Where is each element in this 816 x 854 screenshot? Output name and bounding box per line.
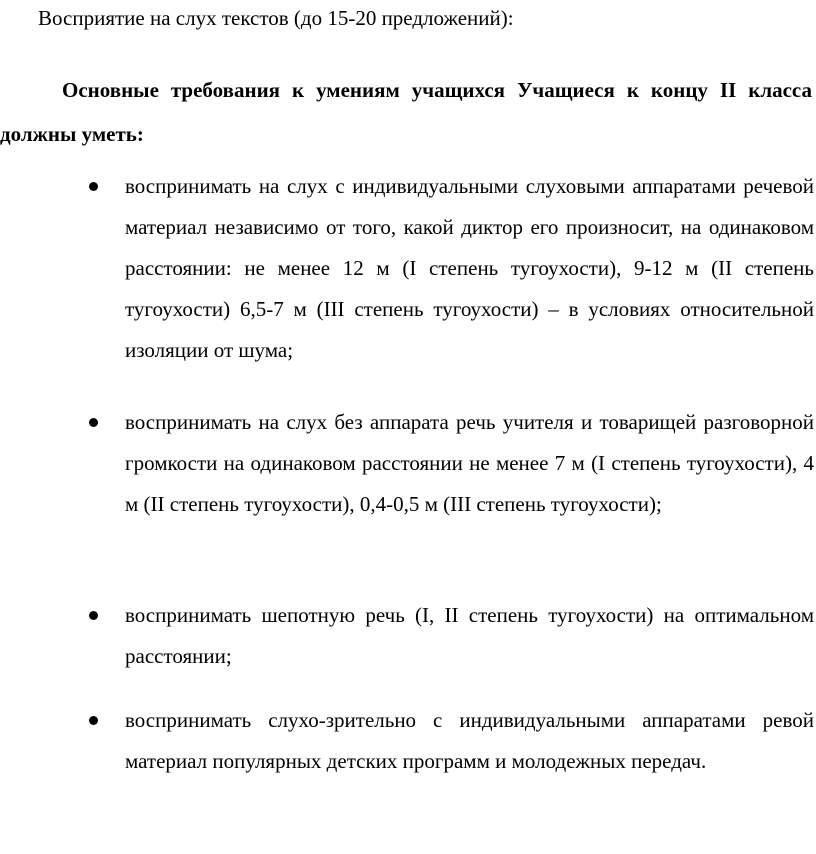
bullet-dot-icon xyxy=(89,182,98,191)
list-item-text: воспринимать на слух без аппарата речь учителя и товарищей разговорной громкости на одинаковом расстоянии не менее 7 м (I степень тугоухости), 4 м (II степень тугоухости), 0,4-0,5 м (III степень тугоухости); xyxy=(125,410,814,516)
list-item-text: воспринимать шепотную речь (I, II степень тугоухости) на оптимальном расстоянии; xyxy=(125,603,814,668)
list-item xyxy=(125,595,814,677)
bullet-dot-icon xyxy=(89,418,98,427)
intro-line: Восприятие на слух текстов (до 15-20 предложений): xyxy=(38,6,514,30)
bullet-dot-icon xyxy=(89,716,98,725)
requirements-heading: Основные требования к умениям учащихся Учащиеся к концу II класса должны уметь: xyxy=(0,78,812,146)
list-item xyxy=(125,700,814,782)
list-item xyxy=(125,402,814,525)
list-item-text: воспринимать на слух с индивидуальными слуховыми аппаратами речевой материал независимо от того, какой диктор его произносит, на одинаковом расстоянии: не менее 12 м (I степень тугоухости), 9-12 м (II степень тугоухости) 6,5-7 м (III степень тугоухости) – в условиях относительной изоляции от шума; xyxy=(125,174,814,362)
list-item xyxy=(125,166,814,371)
list-item-text: воспринимать слухо-зрительно с индивидуальными аппаратами ревой материал популярных детских программ и молодежных передач. xyxy=(125,708,814,773)
bullet-dot-icon xyxy=(89,611,98,620)
